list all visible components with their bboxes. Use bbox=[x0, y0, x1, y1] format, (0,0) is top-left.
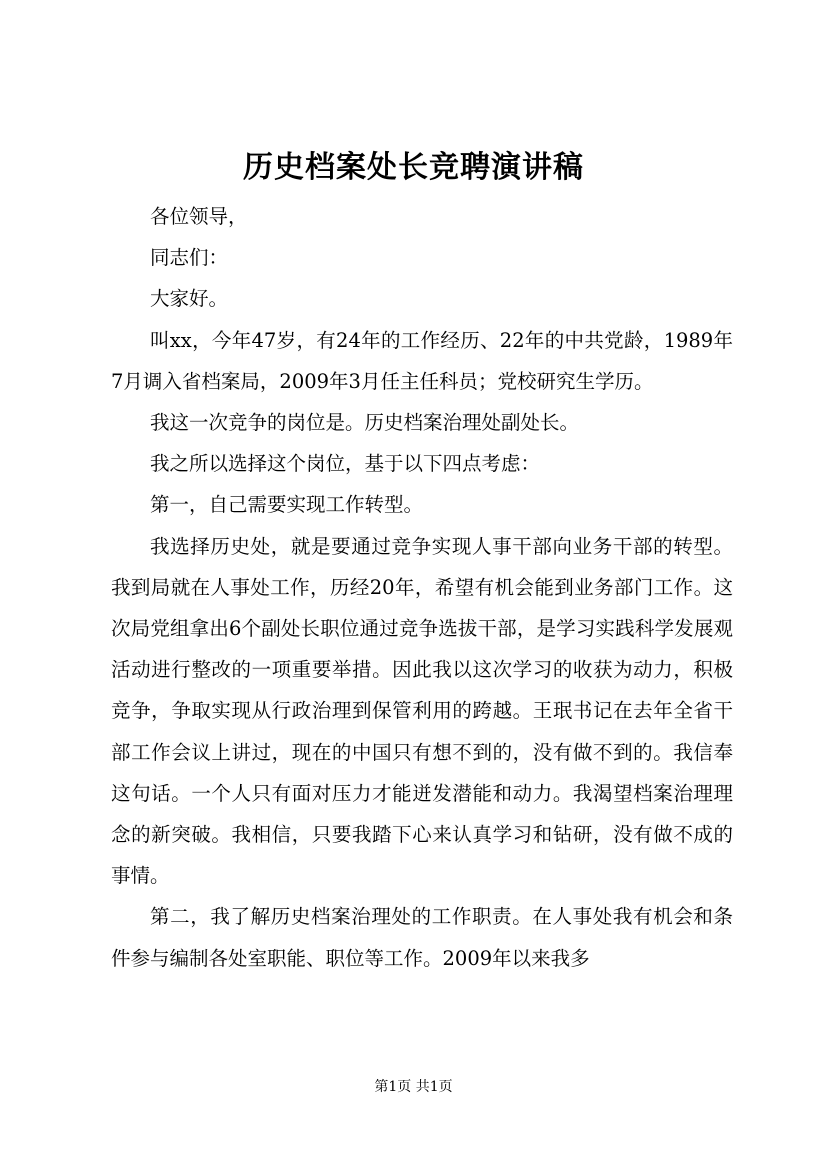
paragraph-greeting: 大家好。 bbox=[150, 287, 229, 311]
paragraph-salutation-comrades: 同志们： bbox=[150, 246, 229, 270]
paragraph-self-introduction: 叫xx，今年47岁，有24年的工作经历、22年的中共党龄，1989年7月调入省档案局，2009年3月任主任科员；党校研究生学历。 bbox=[111, 328, 733, 393]
paragraph-reason-two: 第二，我了解历史档案治理处的工作职责。在人事处我有机会和条件参与编制各处室职能、职位等工作。2009年以来我多 bbox=[111, 905, 733, 970]
document-body bbox=[111, 196, 733, 979]
paragraph-reason-one-detail: 我选择历史处，就是要通过竞争实现人事干部向业务干部的转型。我到局就在人事处工作，历经20年，希望有机会能到业务部门工作。这次局党组拿出6个副处长职位通过竞争选拔干部，是学习实践科学发展观活动进行整改的一项重要举措。因此我以这次学习的收获为动力，积极竞争，争取实现从行政治理到保管利用的跨越。王珉书记在去年全省干部工作会议上讲过，现在的中国只有想不到的，没有做不到的。我信奉这句话。一个人只有面对压力才能迸发潜能和动力。我渴望档案治理理念的新突破。我相信，只要我踏下心来认真学习和钻研，没有做不成的事情。 bbox=[111, 534, 733, 888]
paragraph-reasons-intro: 我之所以选择这个岗位，基于以下四点考虑： bbox=[150, 452, 541, 476]
document-title: 历史档案处长竞聘演讲稿 bbox=[243, 150, 584, 185]
paragraph-reason-one-heading: 第一，自己需要实现工作转型。 bbox=[150, 493, 424, 517]
paragraph-salutation-leaders: 各位领导， bbox=[150, 205, 248, 228]
paragraph-position: 我这一次竞争的岗位是。历史档案治理处副处长。 bbox=[150, 411, 580, 435]
page-footer: 第1页 共1页 bbox=[374, 1079, 453, 1095]
